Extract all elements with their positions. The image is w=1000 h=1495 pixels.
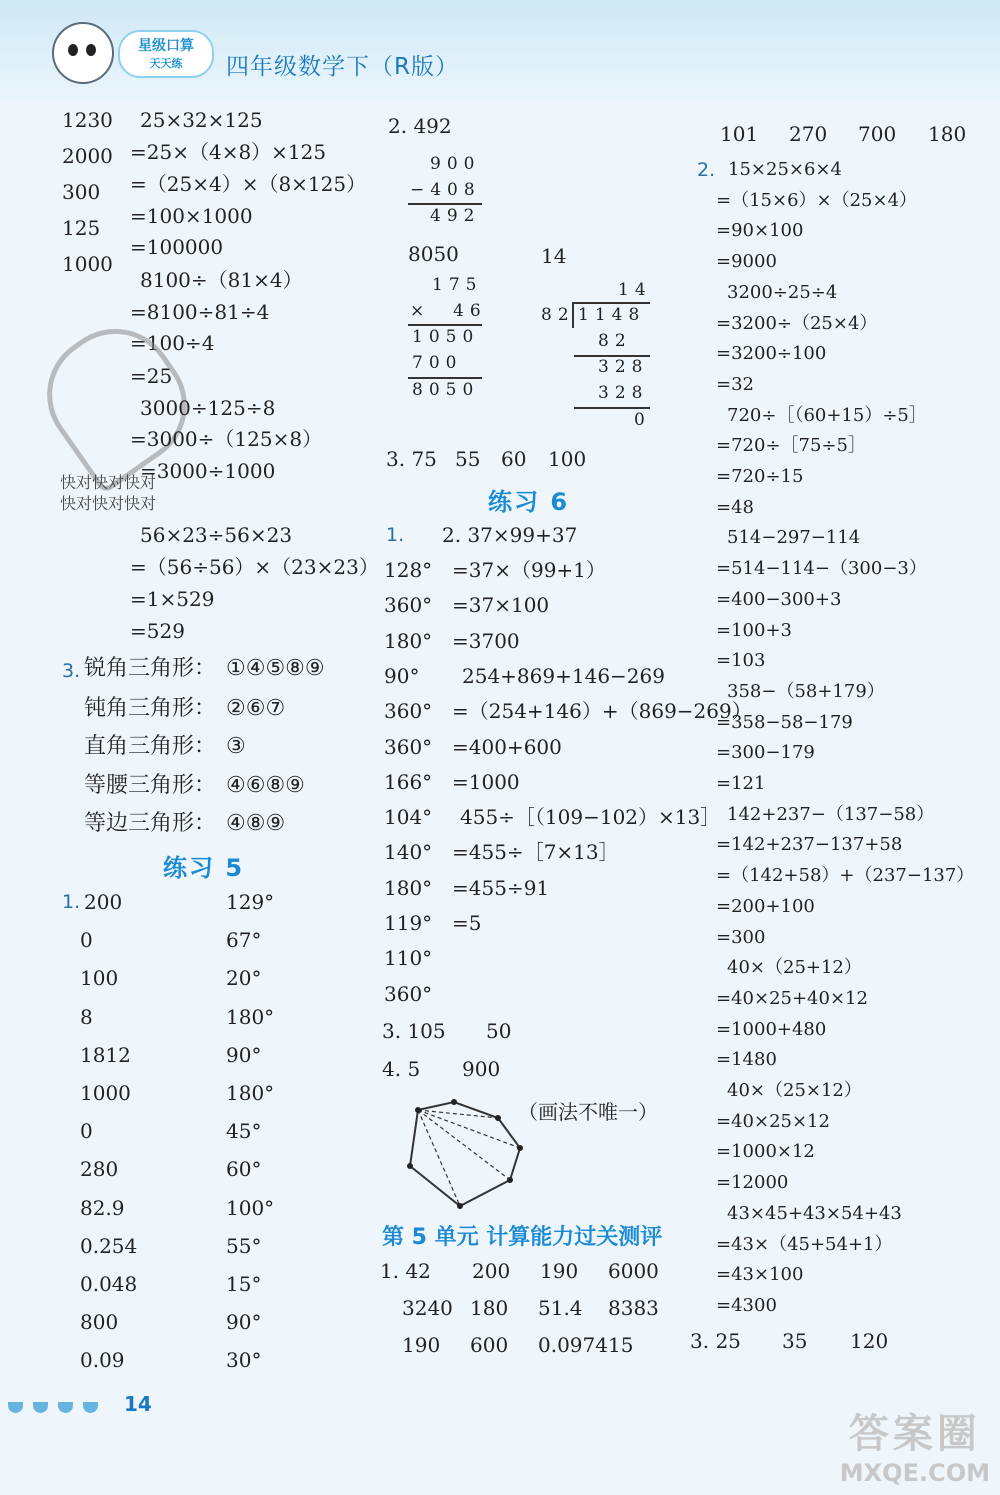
calc-line: =720÷［75÷5］: [716, 435, 866, 457]
triangle-value: ③: [226, 734, 246, 759]
exercise5-angle: 30°: [226, 1348, 262, 1373]
question-number: 1.: [62, 891, 81, 913]
calc-line: 358−（58+179）: [727, 680, 885, 702]
answer: 4. 5: [382, 1057, 421, 1081]
mul-row: 1050: [412, 327, 480, 347]
exercise5-angle: 180°: [226, 1004, 275, 1029]
exercise5-angle: 15°: [226, 1272, 262, 1296]
div-quotient: 14: [618, 280, 652, 300]
logo-line1: 星级口算: [138, 38, 194, 54]
angle-answer: 166°: [384, 769, 433, 794]
test-answer: 3240: [402, 1296, 453, 1320]
test-answer: 1. 42: [380, 1259, 431, 1283]
mul-row: 700: [412, 353, 463, 373]
answer: 55: [455, 447, 481, 471]
drawing-note: （画法不唯一）: [518, 1100, 658, 1124]
section-title: 练习 6: [488, 488, 570, 516]
angle-answer: 360°: [384, 699, 433, 724]
answer: 1230: [62, 108, 113, 132]
div-row: 82: [598, 331, 632, 351]
polygon-diagram: [396, 1094, 530, 1210]
calc-line: =8100÷81÷4: [130, 300, 270, 324]
calc-line: =100÷4: [130, 331, 215, 355]
answer: 3. 75: [386, 447, 437, 471]
calc-line: =529: [130, 619, 185, 643]
answer: 8050: [408, 242, 459, 266]
div-row: 328: [598, 383, 649, 403]
calc-line: 40×（25×12）: [727, 1080, 862, 1101]
exercise5-angle: 129°: [226, 890, 275, 914]
angle-answer: 128°: [384, 558, 433, 582]
calc-line: =90×100: [716, 220, 804, 242]
exercise5-answer: 200: [84, 890, 123, 914]
calc-line: =（15×6）×（25×4）: [716, 189, 918, 211]
exercise5-angle: 90°: [226, 1042, 262, 1067]
calc-line: =1480: [716, 1049, 777, 1071]
calc-line: =40×25×12: [716, 1110, 830, 1132]
calc-line: 3000÷125÷8: [140, 396, 276, 420]
calc-line: =455÷［7×13］: [452, 840, 619, 865]
calc-line: =40×25+40×12: [716, 987, 868, 1009]
calc-line: =5: [452, 911, 482, 935]
exercise5-answer: 8: [80, 1004, 93, 1029]
test-answer: 180: [470, 1296, 509, 1320]
triangle-label: 钝角三角形：: [84, 696, 217, 721]
calc-line: 455÷［（109−102）×13］: [460, 805, 721, 830]
triangle-value: ②⑥⑦: [226, 696, 286, 721]
logo-line2: 天天练: [149, 57, 183, 70]
test-answer: 190: [402, 1333, 441, 1357]
page-number: 14: [124, 1392, 152, 1416]
div-dividend: 1148: [578, 305, 646, 325]
calc-line: =（254+146）+（869−269）: [452, 699, 752, 724]
calc-line: =1×529: [130, 587, 215, 611]
calc-line: =（25×4）×（8×125）: [130, 172, 367, 196]
answer: 900: [462, 1057, 501, 1081]
dot-icon: [8, 1402, 23, 1413]
answer: 3. 105: [382, 1019, 446, 1043]
vertical-rule: [408, 203, 482, 205]
answer: 300: [62, 180, 101, 204]
calc-line: =43×100: [716, 1264, 804, 1286]
exercise5-answer: 1812: [80, 1042, 131, 1067]
answer: 35: [782, 1329, 808, 1353]
book-title: 四年级数学下（R版）: [226, 54, 459, 80]
calc-line: =358−58−179: [716, 711, 853, 733]
triangle-label: 锐角三角形：: [84, 656, 217, 681]
dot-icon: [83, 1402, 98, 1413]
exercise5-answer: 0: [80, 928, 93, 953]
calc-line: =12000: [716, 1172, 789, 1194]
angle-answer: 119°: [384, 911, 433, 935]
calc-line: =200+100: [716, 895, 815, 917]
calc-line: 514−297−114: [727, 527, 861, 549]
exercise5-angle: 20°: [226, 966, 262, 991]
exercise5-answer: 0.254: [80, 1233, 138, 1258]
exercise5-angle: 180°: [226, 1081, 275, 1105]
calc-line: 25×32×125: [140, 108, 263, 132]
answer: 101: [720, 122, 759, 146]
exercise5-angle: 45°: [226, 1119, 262, 1144]
triangle-value: ④⑥⑧⑨: [226, 773, 305, 798]
div-row: 0: [634, 410, 651, 430]
calc-line: =121: [716, 773, 766, 794]
calc-line: =3200÷100: [716, 343, 827, 365]
calc-line: =48: [716, 496, 754, 518]
triangle-label: 等腰三角形：: [84, 773, 217, 798]
angle-answer: 360°: [384, 981, 433, 1006]
test-answer: 200: [472, 1259, 511, 1283]
vertical-rule: [408, 324, 482, 326]
answer: 125: [62, 216, 101, 240]
exercise5-answer: 100: [80, 966, 119, 991]
triangle-label: 等边三角形：: [84, 811, 217, 836]
footer-decoration: [8, 1398, 108, 1417]
angle-answer: 360°: [384, 593, 433, 618]
question-number: 1.: [386, 524, 405, 546]
angle-answer: 180°: [384, 875, 433, 900]
sub-row: 492: [430, 206, 481, 226]
angle-answer: 360°: [384, 734, 433, 759]
answer: 270: [789, 122, 828, 146]
angle-answer: 110°: [384, 946, 433, 971]
calc-line: =43×（45+54+1）: [716, 1233, 893, 1255]
calc-line: =400+600: [452, 734, 562, 759]
calc-line: =100+3: [716, 619, 792, 641]
calc-line: 720÷［（60+15）÷5］: [727, 404, 927, 426]
test-answer: 6000: [608, 1259, 659, 1283]
answer: 1000: [62, 252, 113, 276]
dot-icon: [33, 1402, 48, 1413]
triangle-label: 直角三角形：: [84, 734, 217, 759]
test-answer: 15: [608, 1333, 634, 1357]
angle-answer: 140°: [384, 840, 433, 865]
vertical-rule: [408, 377, 482, 379]
calc-line: =400−300+3: [716, 588, 842, 610]
calc-line: =100000: [130, 235, 224, 259]
test-answer: 600: [470, 1333, 509, 1357]
triangle-value: ④⑧⑨: [226, 811, 286, 836]
sub-row: 900: [430, 154, 481, 174]
div-divisor: 82: [541, 305, 575, 325]
calc-line: =3000÷1000: [140, 459, 276, 483]
exercise5-angle: 100°: [226, 1195, 275, 1220]
calc-line: =（142+58）+（237−137）: [716, 865, 975, 887]
calc-line: =（56÷56）×（23×23）: [130, 555, 379, 579]
angle-answer: 104°: [384, 805, 433, 830]
answer: 100: [548, 447, 587, 471]
calc-line: 56×23÷56×23: [140, 523, 293, 547]
calc-line: =37×100: [452, 593, 550, 618]
calc-line: =25×（4×8）×125: [130, 140, 327, 164]
answer: 120: [850, 1329, 889, 1353]
exercise5-angle: 55°: [226, 1233, 262, 1258]
test-answer: 190: [540, 1259, 579, 1283]
test-answer: 51.4: [538, 1296, 583, 1320]
mul-row: × 46: [410, 301, 487, 321]
calc-line: =32: [716, 373, 754, 395]
div-row: 328: [598, 357, 649, 377]
calc-line: 254+869+146−269: [462, 663, 665, 688]
exercise5-answer: 280: [80, 1157, 119, 1182]
answer: 14: [541, 244, 567, 268]
answer: 3. 25: [690, 1329, 741, 1353]
angle-answer: 180°: [384, 628, 433, 653]
dot-icon: [58, 1402, 73, 1413]
angle-answer: 90°: [384, 663, 420, 688]
exercise5-answer: 82.9: [80, 1195, 125, 1220]
exercise5-angle: 60°: [226, 1157, 262, 1182]
calc-line: =300−179: [716, 742, 815, 764]
calc-line: =4300: [716, 1294, 777, 1316]
calc-line: =9000: [716, 251, 777, 273]
calc-line: 3200÷25÷4: [727, 281, 838, 303]
answer: 700: [858, 122, 897, 146]
watermark-top: 答案圈: [848, 1411, 981, 1457]
exercise5-angle: 67°: [226, 928, 262, 953]
calc-line: =3000÷（125×8）: [130, 427, 323, 451]
vertical-rule: [574, 407, 650, 409]
question-number: 2.: [697, 159, 716, 181]
calc-line: 2. 37×99+37: [442, 523, 578, 547]
exercise5-answer: 0.048: [80, 1272, 138, 1296]
calc-line: 8100÷（81×4）: [140, 268, 303, 292]
answer: 60: [501, 447, 527, 471]
calc-line: =1000×12: [716, 1141, 815, 1163]
mul-row: 175: [432, 275, 483, 295]
calc-line: =720÷15: [716, 466, 804, 487]
triangle-value: ①④⑤⑧⑨: [226, 656, 325, 681]
test-answer: 8383: [608, 1296, 659, 1320]
answer: 2000: [62, 144, 113, 168]
answer: 180: [928, 122, 967, 146]
calc-line: =455÷91: [452, 875, 550, 900]
site-watermark: [840, 1402, 990, 1487]
exercise5-angle: 90°: [226, 1310, 262, 1335]
watermark-note: 快对快对快对: [60, 473, 157, 492]
calc-line: =514−114−（300−3）: [716, 558, 927, 580]
calc-line: =142+237−137+58: [716, 834, 903, 856]
calc-line: 15×25×6×4: [728, 159, 842, 180]
series-logo: [118, 30, 214, 78]
calc-line: 43×45+43×54+43: [727, 1202, 902, 1224]
calc-line: =1000+480: [716, 1018, 827, 1040]
test-answer: 0.0974: [538, 1333, 608, 1357]
calc-line: =3700: [452, 628, 520, 653]
question-number: 3.: [62, 660, 81, 682]
unit-test-title: 第 5 单元 计算能力过关测评: [382, 1225, 663, 1250]
sub-row: −408: [410, 180, 481, 200]
calc-line: =25: [130, 364, 173, 388]
calc-line: =3200÷（25×4）: [716, 312, 878, 334]
watermark-note: 快对快对快对: [60, 494, 157, 513]
mascot-icon: [52, 22, 114, 84]
watermark-bottom: MXQE.COM: [839, 1459, 990, 1487]
calc-line: 142+237−（137−58）: [727, 803, 935, 825]
calc-line: =300: [716, 926, 766, 948]
answer: 2. 492: [388, 114, 452, 138]
calc-line: =100×1000: [130, 204, 253, 228]
exercise5-answer: 800: [80, 1310, 119, 1335]
calc-line: =1000: [452, 769, 520, 794]
answer: 50: [486, 1019, 512, 1043]
mul-row: 8050: [412, 380, 480, 400]
exercise5-answer: 1000: [80, 1081, 131, 1105]
section-title: 练习 5: [163, 854, 245, 882]
calc-line: 40×（25+12）: [727, 957, 862, 979]
calc-line: =37×（99+1）: [452, 558, 606, 582]
exercise5-answer: 0: [80, 1119, 93, 1144]
exercise5-answer: 0.09: [80, 1348, 125, 1373]
calc-line: =103: [716, 650, 766, 672]
division-bar: [574, 302, 650, 304]
